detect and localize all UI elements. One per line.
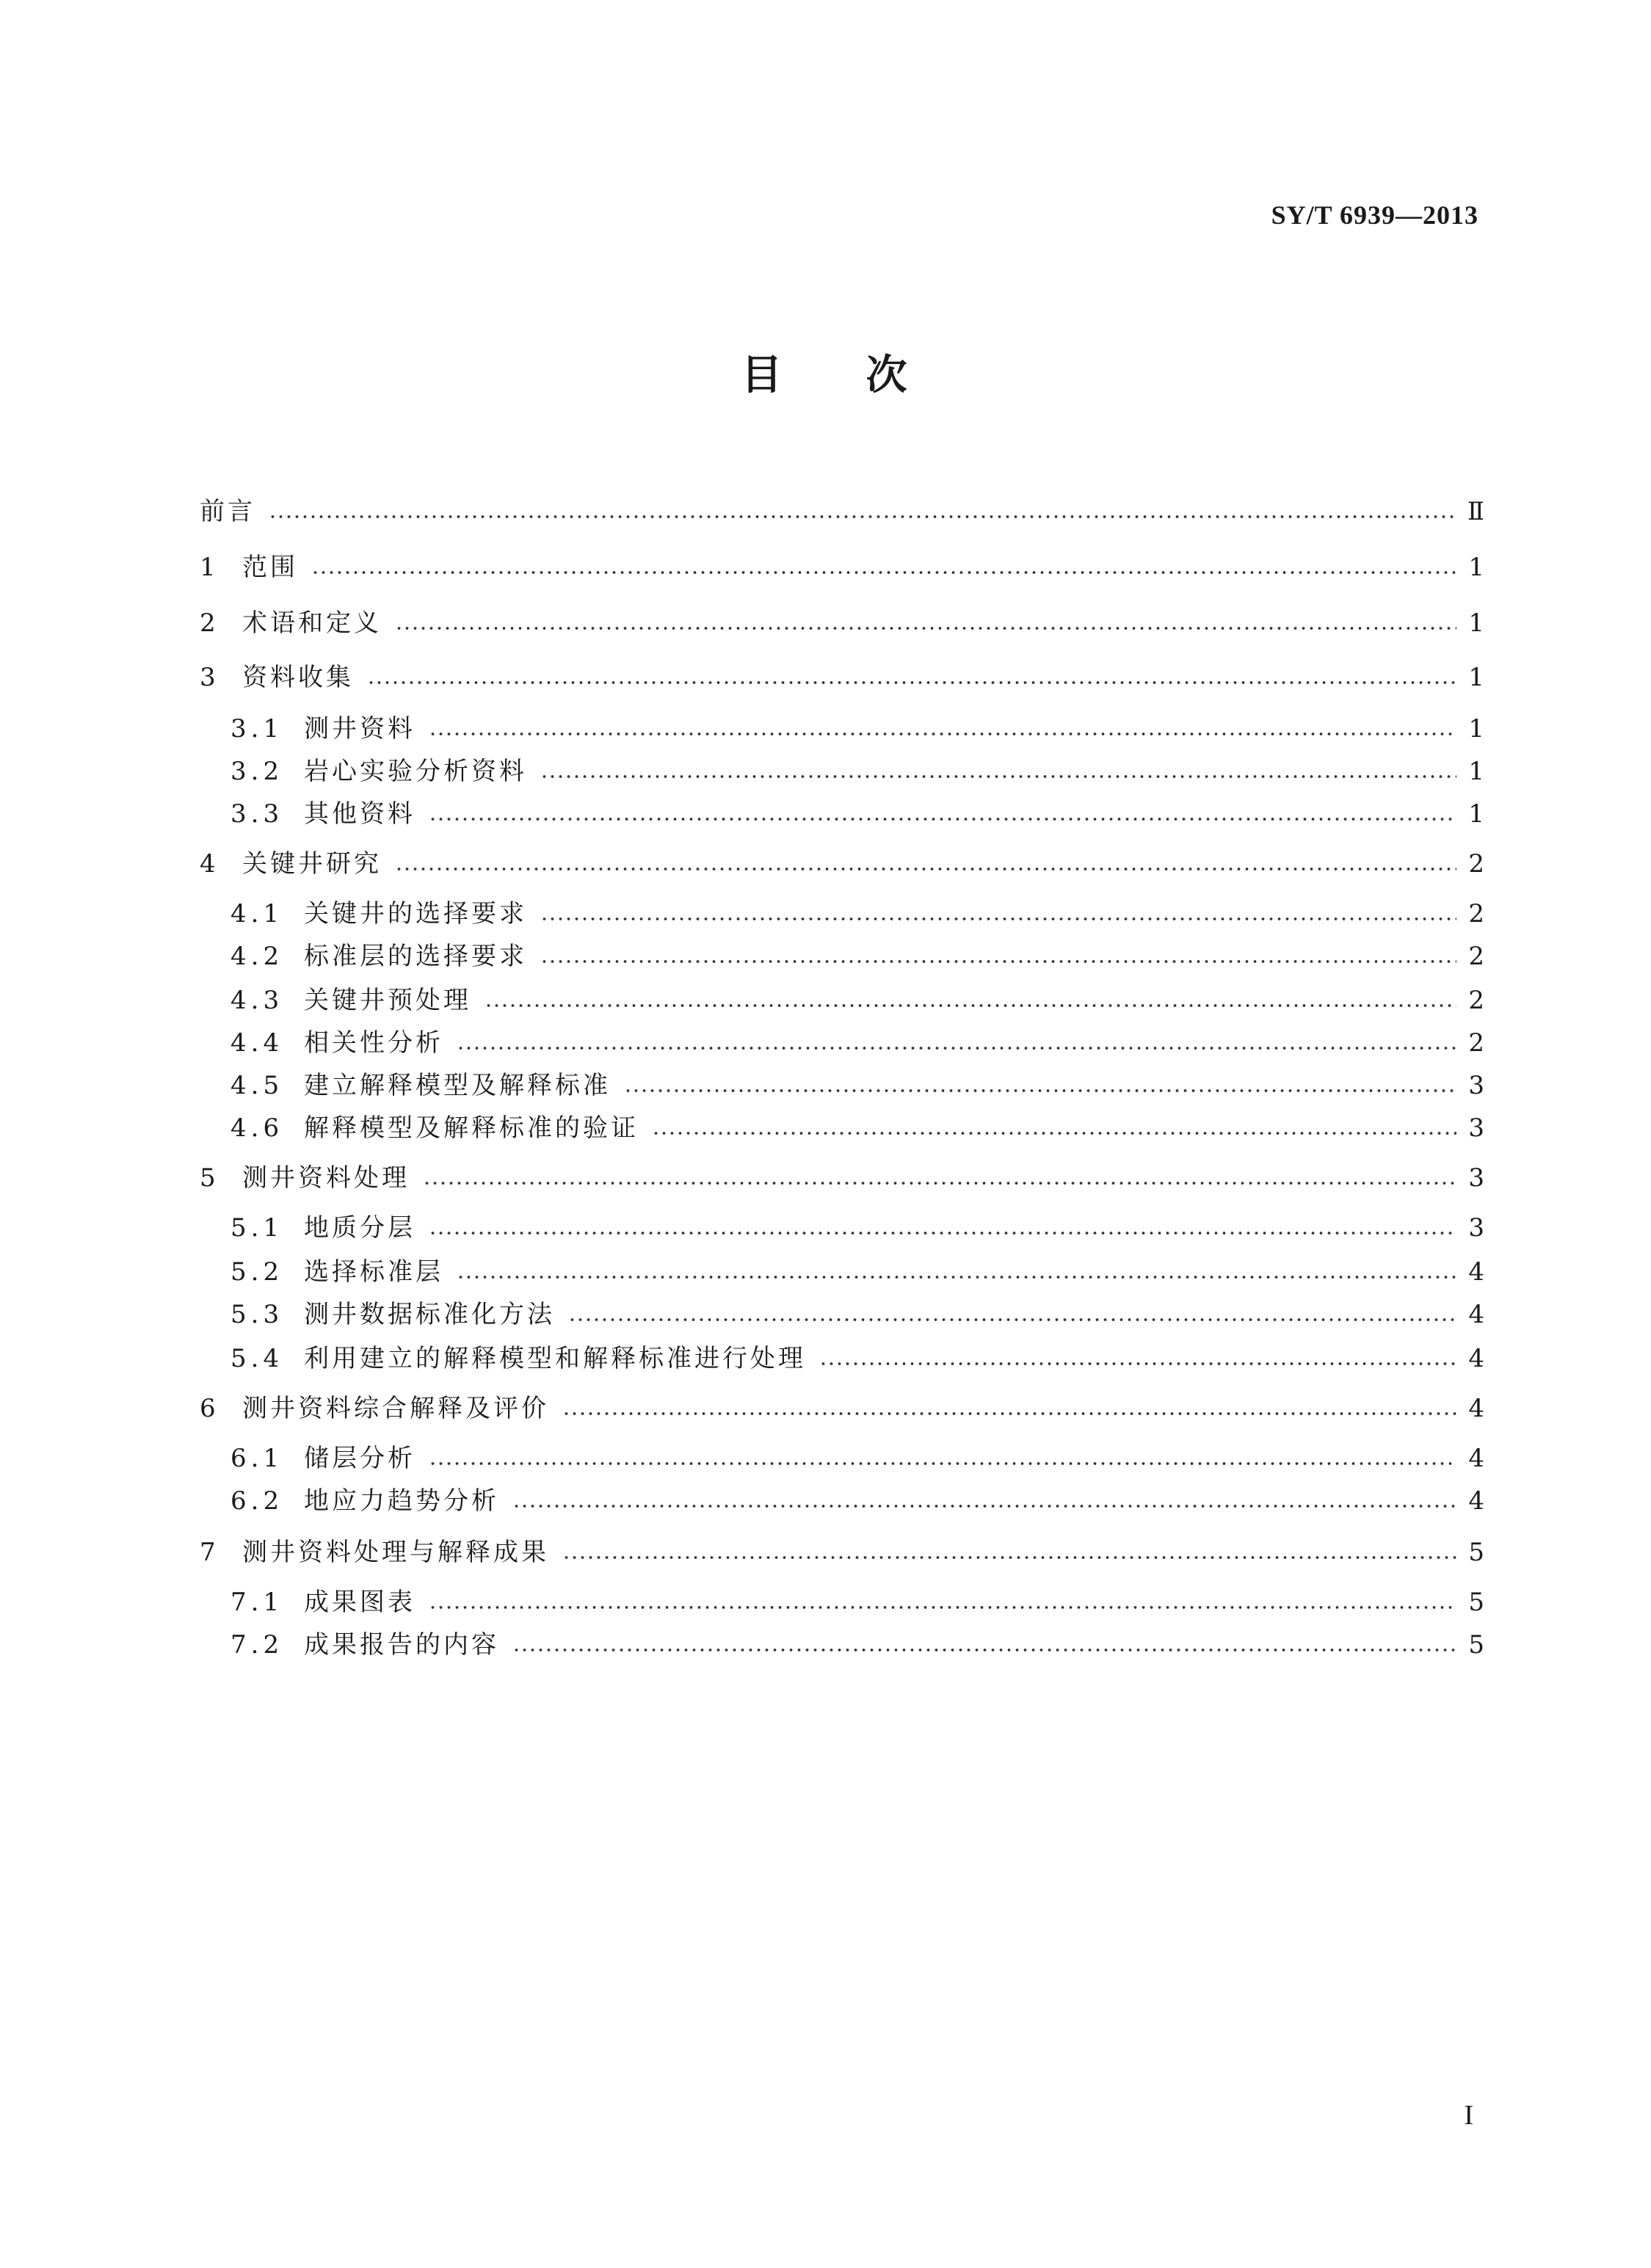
toc-entry-page: 4 (1468, 1444, 1484, 1473)
toc-entry-number: 4.2 (231, 942, 284, 971)
toc-entry-title: 地应力趋势分析 (304, 1486, 499, 1516)
toc-entry-page: Ⅱ (1467, 497, 1484, 526)
toc-entry-number: 3.1 (231, 714, 284, 744)
toc-dot-leader (624, 1086, 1456, 1095)
toc-entry-page: 4 (1468, 1300, 1484, 1329)
toc-entry[interactable] (231, 1481, 1484, 1521)
toc-entry-number: 5.2 (231, 1257, 284, 1287)
toc-entry-title: 测井资料综合解释及评价 (242, 1394, 549, 1423)
toc-title (0, 346, 1651, 405)
toc-entry-title: 测井资料 (304, 714, 416, 744)
toc-entry-page: 5 (1468, 1588, 1484, 1617)
toc-entry-number: 3.2 (231, 757, 284, 786)
toc-entry[interactable] (200, 603, 1484, 643)
toc-entry[interactable] (200, 1533, 1484, 1572)
toc-title-char-2: 次 (866, 352, 910, 399)
toc-dot-leader (652, 1129, 1456, 1138)
toc-entry-number: 4.6 (231, 1113, 284, 1143)
toc-entry-number: 4.3 (231, 986, 284, 1015)
standard-number: SY/T 6939—2013 (1271, 200, 1478, 230)
toc-entry-title: 关键井的选择要求 (304, 899, 527, 928)
toc-entry-page: 1 (1468, 553, 1484, 582)
toc-entry-number: 5.3 (231, 1300, 284, 1329)
toc-entry-title: 岩心实验分析资料 (304, 757, 527, 786)
toc-entry-number: 7 (200, 1538, 220, 1567)
toc-entry-page: 3 (1468, 1071, 1484, 1100)
toc-dot-leader (395, 624, 1456, 633)
toc-dot-leader (540, 915, 1456, 923)
toc-entry-page: 3 (1468, 1213, 1484, 1243)
toc-dot-leader (562, 1553, 1456, 1562)
toc-entry[interactable] (200, 844, 1484, 884)
toc-dot-leader (457, 1044, 1456, 1053)
toc-entry-title: 建立解释模型及解释标准 (304, 1071, 611, 1100)
toc-dot-leader (395, 865, 1456, 873)
toc-entry-title: 测井资料处理 (242, 1163, 410, 1193)
toc-dot-leader (423, 1179, 1456, 1188)
toc-entry-number: 4.4 (231, 1028, 284, 1058)
toc-entry-title: 前言 (200, 497, 255, 526)
toc-entry[interactable] (231, 1439, 1484, 1478)
toc-entry-number: 6 (200, 1394, 220, 1423)
toc-entry-number: 6.2 (231, 1486, 284, 1516)
toc-entry-title: 术语和定义 (242, 608, 382, 638)
toc-entry-page: 2 (1468, 899, 1484, 928)
toc-dot-leader (429, 1459, 1456, 1468)
toc-entry-title: 选择标准层 (304, 1257, 443, 1287)
page-number: I (1464, 2100, 1473, 2131)
toc-dot-leader (540, 957, 1456, 966)
toc-entry[interactable] (231, 1582, 1484, 1622)
toc-dot-leader (429, 1603, 1456, 1612)
toc-dot-leader (367, 678, 1456, 687)
toc-entry-number: 4 (200, 849, 220, 879)
toc-entry-number: 4.1 (231, 899, 284, 928)
toc-entry-title: 其他资料 (304, 799, 416, 829)
toc-entry-page: 1 (1468, 714, 1484, 744)
toc-entry-title: 测井数据标准化方法 (304, 1300, 555, 1329)
toc-entry[interactable] (231, 1252, 1484, 1292)
toc-entry-page: 4 (1468, 1344, 1484, 1373)
toc-entry-title: 解释模型及解释标准的验证 (304, 1113, 639, 1143)
toc-entry[interactable] (231, 937, 1484, 976)
toc-dot-leader (568, 1315, 1456, 1324)
toc-entry-page: 4 (1468, 1394, 1484, 1423)
toc-entry-number: 5 (200, 1163, 220, 1193)
toc-entry[interactable] (231, 1208, 1484, 1248)
toc-entry[interactable] (200, 548, 1484, 587)
toc-entry-number: 7.2 (231, 1630, 284, 1660)
toc-dot-leader (562, 1409, 1456, 1418)
toc-entry-page: 4 (1468, 1486, 1484, 1516)
toc-entry-title: 成果图表 (304, 1588, 416, 1617)
toc-entry-page: 2 (1468, 849, 1484, 879)
toc-dot-leader (512, 1646, 1456, 1654)
toc-entry[interactable] (231, 1625, 1484, 1665)
toc-entry-title: 标准层的选择要求 (304, 942, 527, 971)
toc-entry[interactable] (231, 794, 1484, 834)
toc-entry-page: 4 (1468, 1257, 1484, 1287)
toc-entry-number: 3.3 (231, 799, 284, 829)
toc-entry-page: 1 (1468, 757, 1484, 786)
toc-entry[interactable] (231, 1023, 1484, 1063)
toc-entry-title: 利用建立的解释模型和解释标准进行处理 (304, 1344, 806, 1373)
toc-title-char-1: 目 (741, 352, 785, 399)
toc-entry-page: 1 (1468, 663, 1484, 692)
toc-entry-title: 资料收集 (242, 663, 354, 692)
toc-entry[interactable] (200, 658, 1484, 697)
toc-entry-number: 4.5 (231, 1071, 284, 1100)
toc-dot-leader (311, 568, 1456, 577)
toc-entry[interactable] (200, 1389, 1484, 1428)
toc-dot-leader (457, 1273, 1456, 1282)
toc-entry[interactable] (231, 752, 1484, 791)
toc-entry-page: 3 (1468, 1163, 1484, 1193)
toc-entry-title: 相关性分析 (304, 1028, 443, 1058)
toc-dot-leader (429, 1229, 1456, 1237)
toc-dot-leader (429, 815, 1456, 824)
toc-entry[interactable] (200, 492, 1484, 531)
toc-dot-leader (429, 730, 1456, 738)
toc-entry-title: 范围 (242, 553, 298, 582)
toc-entry-page: 5 (1468, 1538, 1484, 1567)
toc-entry-number: 6.1 (231, 1444, 284, 1473)
toc-entry[interactable] (231, 981, 1484, 1020)
toc-entry-number: 7.1 (231, 1588, 284, 1617)
toc-dot-leader (512, 1502, 1456, 1511)
toc-entry-page: 3 (1468, 1113, 1484, 1143)
toc-entry-page: 2 (1468, 986, 1484, 1015)
toc-entry-number: 3 (200, 663, 220, 692)
toc-entry-title: 关键井预处理 (304, 986, 471, 1015)
toc-entry[interactable] (231, 709, 1484, 749)
toc-entry-title: 测井资料处理与解释成果 (242, 1538, 549, 1567)
toc-entry-title: 成果报告的内容 (304, 1630, 499, 1660)
toc-entry-number: 1 (200, 553, 220, 582)
toc-entry-page: 1 (1468, 799, 1484, 829)
toc-entry-page: 5 (1468, 1630, 1484, 1660)
toc-dot-leader (485, 1001, 1456, 1010)
toc-dot-leader (819, 1359, 1456, 1368)
toc-entry[interactable] (231, 1066, 1484, 1105)
toc-entry-title: 地质分层 (304, 1213, 416, 1243)
toc-entry[interactable] (231, 1295, 1484, 1334)
toc-dot-leader (540, 772, 1456, 781)
toc-entry-number: 5.1 (231, 1213, 284, 1243)
toc-entry[interactable] (231, 1108, 1484, 1148)
toc-entry-page: 1 (1468, 608, 1484, 638)
toc-entry[interactable] (200, 1158, 1484, 1198)
toc-dot-leader (269, 512, 1456, 521)
toc-entry[interactable] (231, 894, 1484, 934)
toc-entry-page: 2 (1468, 1028, 1484, 1058)
toc-entry-title: 关键井研究 (242, 849, 382, 879)
toc-entry-number: 2 (200, 608, 220, 638)
toc-entry-page: 2 (1468, 942, 1484, 971)
toc-entry[interactable] (231, 1339, 1484, 1378)
toc-entry-number: 5.4 (231, 1344, 284, 1373)
toc-entry-title: 储层分析 (304, 1444, 416, 1473)
